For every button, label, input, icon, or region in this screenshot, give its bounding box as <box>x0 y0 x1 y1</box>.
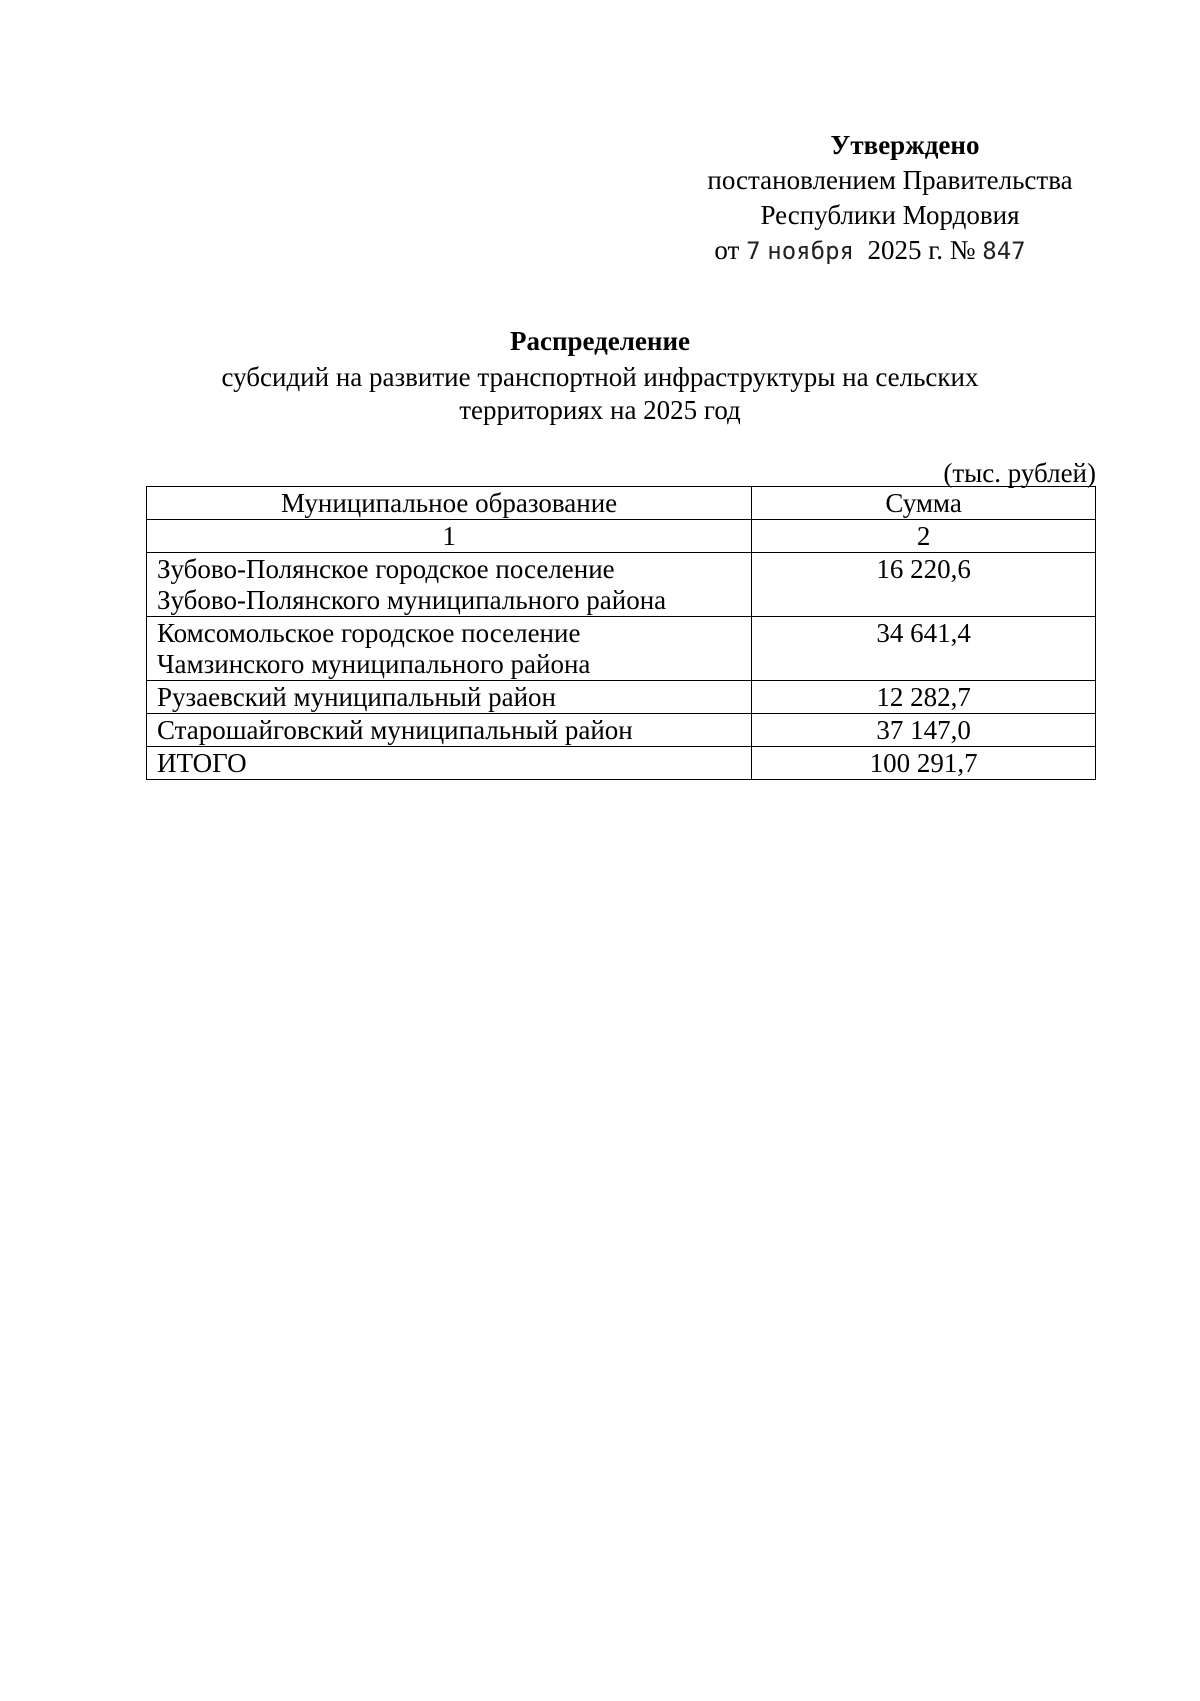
amount-cell: 16 220,6 <box>752 553 1096 617</box>
municipality-name-line-1: Зубово-Полянское городское поселение <box>157 554 615 584</box>
municipality-cell: Рузаевский муниципальный район <box>147 681 752 714</box>
date-month: ноября <box>767 237 854 265</box>
total-label: ИТОГО <box>147 747 752 780</box>
approval-line-2: Республики Мордовия <box>760 200 1020 230</box>
municipality-name-line-2: Чамзинского муниципального района <box>157 649 591 679</box>
column-header-municipality: Муниципальное образование <box>147 487 752 520</box>
municipality-name-line-1: Комсомольское городское поселение <box>157 618 581 648</box>
total-amount: 100 291,7 <box>752 747 1096 780</box>
table-row <box>147 714 1096 747</box>
approval-block <box>680 128 1100 269</box>
municipality-cell <box>147 553 752 617</box>
total-row <box>147 747 1096 780</box>
units-label: (тыс. рублей) <box>943 458 1096 488</box>
approval-title: Утверждено <box>830 130 980 160</box>
date-prefix: от <box>714 235 740 265</box>
approval-date-line <box>660 233 1080 269</box>
column-number-row <box>147 520 1096 553</box>
subsidy-table <box>146 486 1096 780</box>
table-header-row <box>147 487 1096 520</box>
document-title-block <box>200 325 1000 427</box>
approval-line-1: постановлением Правительства <box>707 165 1073 195</box>
table-row <box>147 681 1096 714</box>
amount-cell: 12 282,7 <box>752 681 1096 714</box>
document-subtitle-line-2: территориях на 2025 год <box>459 395 741 425</box>
municipality-cell <box>147 617 752 681</box>
document-subtitle-line-1: субсидий на развитие транспортной инфраструктуры на сельских <box>221 362 979 392</box>
table-row <box>147 553 1096 617</box>
column-header-amount: Сумма <box>752 487 1096 520</box>
table-row <box>147 617 1096 681</box>
date-year: 2025 г. <box>867 235 943 265</box>
amount-cell: 37 147,0 <box>752 714 1096 747</box>
column-number-1: 1 <box>147 520 752 553</box>
date-day: 7 <box>746 237 761 265</box>
document-number: 847 <box>982 237 1026 265</box>
municipality-cell: Старошайговский муниципальный район <box>147 714 752 747</box>
municipality-name-line-2: Зубово-Полянского муниципального района <box>157 585 667 615</box>
document-title: Распределение <box>509 326 691 356</box>
number-sign: № <box>949 235 976 265</box>
column-number-2: 2 <box>752 520 1096 553</box>
amount-cell: 34 641,4 <box>752 617 1096 681</box>
